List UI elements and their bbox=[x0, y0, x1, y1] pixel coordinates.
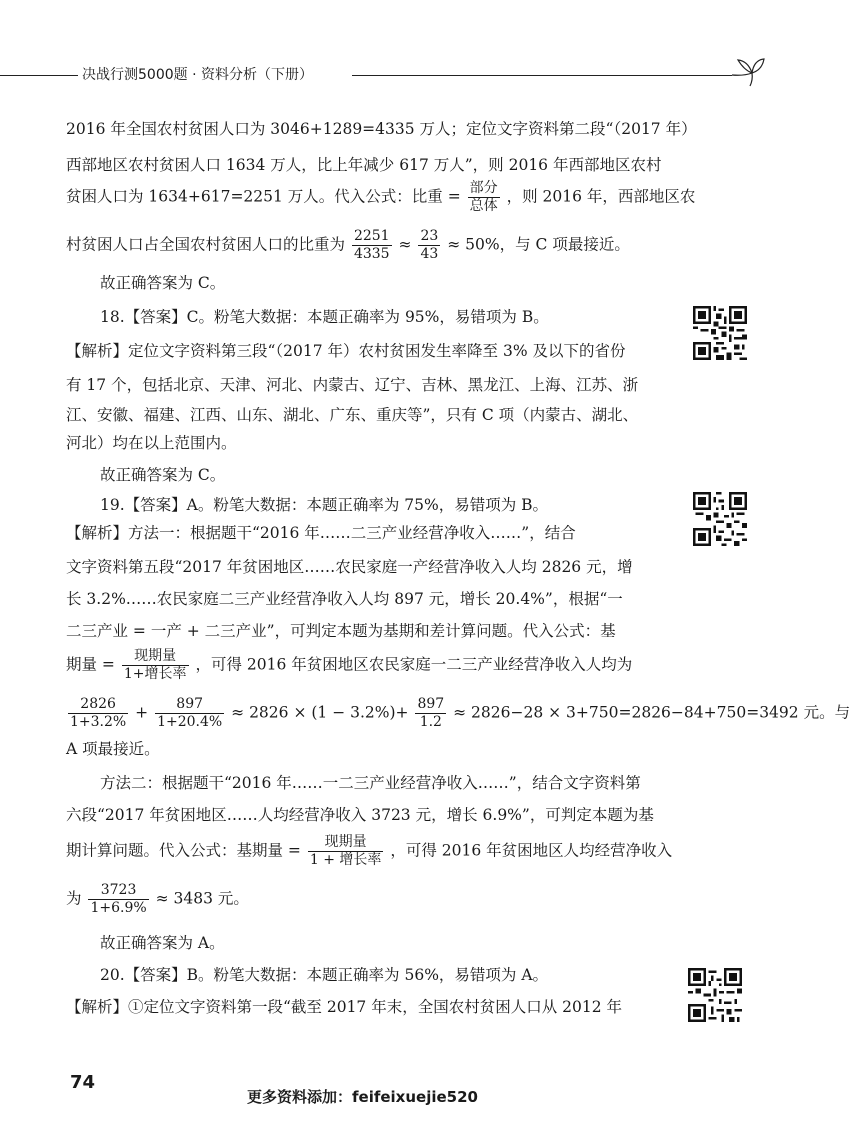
fraction bbox=[418, 228, 440, 263]
text-line-with-fraction bbox=[66, 834, 672, 869]
text: ，可得 2016 年贫困地区农民家庭一二三产业经营净收入人均为 bbox=[195, 655, 633, 674]
denominator: 1+3.2% bbox=[70, 714, 127, 730]
calculation-line bbox=[66, 696, 850, 731]
page-number: 74 bbox=[70, 1072, 96, 1093]
sprout-icon bbox=[728, 56, 768, 88]
text-line: 故正确答案为 C。 bbox=[100, 274, 226, 292]
text-line-with-fraction bbox=[66, 882, 249, 917]
numerator: 23 bbox=[420, 228, 439, 244]
denominator: 1+20.4% bbox=[157, 714, 223, 730]
header-rule-right bbox=[352, 75, 732, 76]
denominator: 总体 bbox=[469, 198, 498, 214]
text-line: A 项最接近。 bbox=[66, 740, 160, 758]
fraction-part-over-whole bbox=[468, 180, 500, 215]
text: ≈ 50%，与 C 项最接近。 bbox=[447, 235, 630, 254]
text-line: 文字资料第五段“2017 年贫困地区……农民家庭一产经营净收入人均 2826 元，增 bbox=[66, 558, 633, 576]
text-line: 六段“2017 年贫困地区……人均经营净收入 3723 元，增长 6.9%”，可判定本题为基 bbox=[66, 806, 654, 824]
text-line: 江、安徽、福建、江西、山东、湖北、广东、重庆等”，只有 C 项（内蒙古、湖北、 bbox=[66, 406, 639, 424]
text-line: 方法二：根据题干“2016 年……一二三产业经营净收入……”，结合文字资料第 bbox=[100, 774, 641, 792]
text: ，则 2016 年，西部地区农 bbox=[506, 187, 696, 206]
denominator: 1.2 bbox=[419, 714, 442, 730]
numerator: 897 bbox=[155, 696, 224, 714]
footer-note: 更多资料添加：feifeixuejie520 bbox=[247, 1088, 478, 1106]
text: 为 bbox=[66, 889, 82, 908]
denominator: 43 bbox=[420, 246, 439, 262]
header-rule-left bbox=[0, 75, 78, 76]
numerator: 2251 bbox=[353, 228, 390, 244]
denominator: 4335 bbox=[353, 246, 390, 262]
analysis-line: 【解析】定位文字资料第三段“（2017 年）农村贫困发生率降至 3% 及以下的省份 bbox=[66, 342, 626, 360]
running-header bbox=[0, 58, 800, 88]
fraction bbox=[352, 228, 392, 263]
text: 贫困人口为 1634+617=2251 万人。代入公式：比重 = bbox=[66, 187, 461, 206]
fraction bbox=[88, 882, 148, 917]
text: ，可得 2016 年贫困地区人均经营净收入 bbox=[390, 841, 673, 860]
qr-code-icon[interactable] bbox=[693, 492, 747, 546]
answer-line: 18.【答案】C。粉笔大数据：本题正确率为 95%，易错项为 B。 bbox=[100, 308, 549, 326]
numerator: 3723 bbox=[88, 882, 148, 900]
denominator: 1+增长率 bbox=[123, 666, 187, 682]
answer-line: 19.【答案】A。粉笔大数据：本题正确率为 75%，易错项为 B。 bbox=[100, 496, 549, 514]
fraction-base-period-formula bbox=[308, 834, 384, 869]
analysis-line: 【解析】①定位文字资料第一段“截至 2017 年末，全国农村贫困人口从 2012 年 bbox=[66, 998, 623, 1016]
fraction-base-period-formula bbox=[122, 648, 189, 683]
text-line: 2016 年全国农村贫困人口为 3046+1289=4335 万人；定位文字资料第二段“（2017 年） bbox=[66, 120, 697, 138]
plus-sign: + bbox=[135, 703, 149, 722]
qr-code-icon[interactable] bbox=[693, 306, 747, 360]
text-line: 故正确答案为 C。 bbox=[100, 466, 226, 484]
text: ≈ 2826 × (1 − 3.2%)+ bbox=[231, 703, 409, 722]
text: ≈ 3483 元。 bbox=[155, 889, 249, 908]
approx-sign: ≈ bbox=[398, 235, 412, 254]
numerator: 现期量 bbox=[308, 834, 384, 852]
text-line: 故正确答案为 A。 bbox=[100, 934, 225, 952]
answer-line: 20.【答案】B。粉笔大数据：本题正确率为 56%，易错项为 A。 bbox=[100, 966, 549, 984]
text: 期计算问题。代入公式：基期量 = bbox=[66, 841, 301, 860]
text-line: 长 3.2%……农民家庭二三产业经营净收入人均 897 元，增长 20.4%”，根据“一 bbox=[66, 590, 623, 608]
text-line-with-fraction bbox=[66, 180, 695, 215]
qr-code-icon[interactable] bbox=[688, 968, 742, 1022]
numerator: 897 bbox=[417, 696, 445, 712]
text-line: 二三产业 = 一产 + 二三产业”，可判定本题为基期和差计算问题。代入公式：基 bbox=[66, 622, 616, 640]
denominator: 1 + 增长率 bbox=[309, 852, 382, 868]
fraction bbox=[68, 696, 128, 731]
text-line: 西部地区农村贫困人口 1634 万人，比上年减少 617 万人”，则 2016 年西部地区农村 bbox=[66, 156, 662, 174]
denominator: 1+6.9% bbox=[90, 900, 147, 916]
header-title: 决战行测5000题 · 资料分析（下册） bbox=[82, 67, 313, 83]
text-line: 有 17 个，包括北京、天津、河北、内蒙古、辽宁、吉林、黑龙江、上海、江苏、浙 bbox=[66, 376, 639, 394]
text-line: 河北）均在以上范围内。 bbox=[66, 434, 237, 452]
numerator: 部分 bbox=[469, 180, 498, 196]
numerator: 现期量 bbox=[122, 648, 189, 666]
text: 村贫困人口占全国农村贫困人口的比重为 bbox=[66, 235, 346, 254]
fraction bbox=[415, 696, 446, 731]
text-line-with-fraction bbox=[66, 228, 630, 263]
numerator: 2826 bbox=[68, 696, 128, 714]
fraction bbox=[155, 696, 224, 731]
text: 期量 = bbox=[66, 655, 115, 674]
text-line-with-fraction bbox=[66, 648, 632, 683]
text: ≈ 2826−28 × 3+750=2826−84+750=3492 元。与 bbox=[453, 703, 850, 722]
analysis-line: 【解析】方法一：根据题干“2016 年……二三产业经营净收入……”，结合 bbox=[66, 524, 576, 542]
